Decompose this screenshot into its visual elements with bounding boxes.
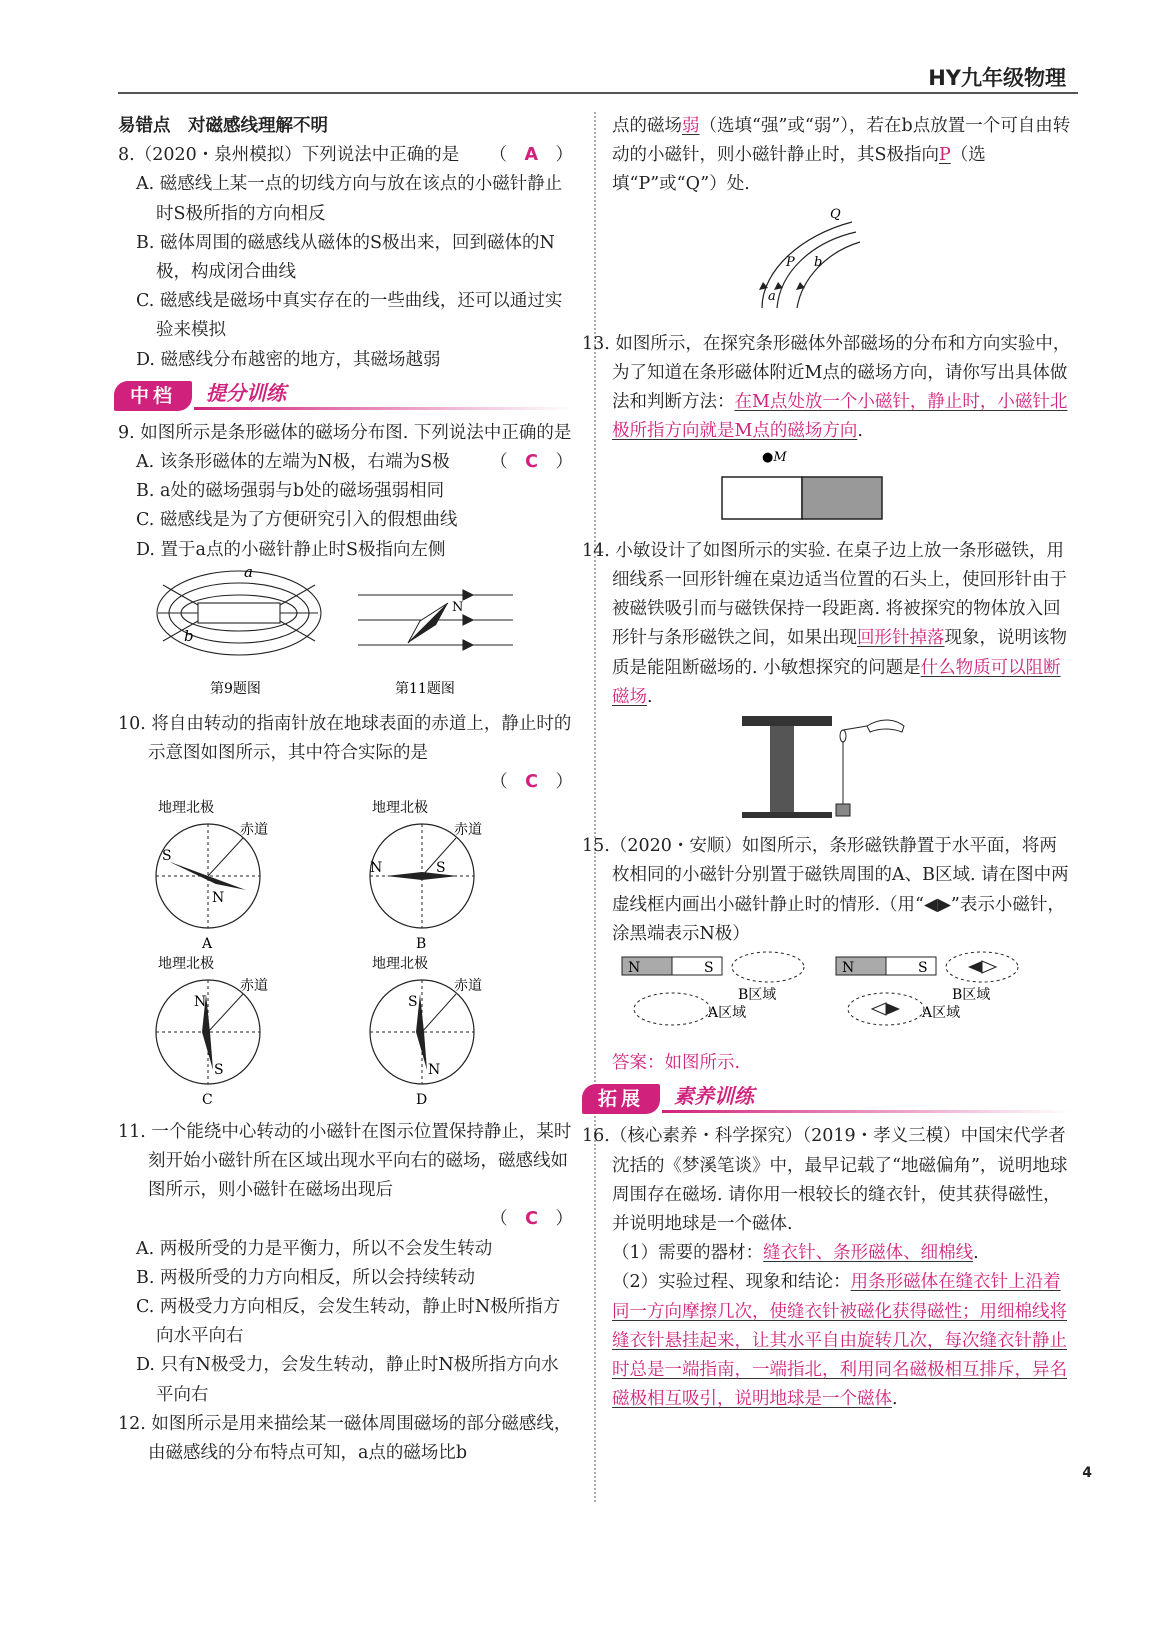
q8-stem: 8.（2020・泉州模拟）下列说法中正确的是	[118, 145, 460, 166]
right-column	[582, 112, 1072, 1415]
figure-9-11	[118, 565, 573, 700]
svg-text:地理北极: 地理北极	[158, 955, 214, 972]
svg-text:S: S	[918, 960, 928, 977]
fig9-label-a: a	[244, 564, 253, 581]
compass-a	[156, 799, 268, 952]
figure-13	[612, 447, 1072, 527]
bar-magnet-field	[157, 571, 321, 655]
q9-option-d: D. 置于a点的小磁针静止时S极指向左侧	[136, 539, 446, 560]
svg-text:赤道: 赤道	[454, 821, 482, 838]
compass-b	[370, 799, 482, 952]
q9-option-b: B. a处的磁场强弱与b处的磁场强弱相同	[136, 481, 445, 502]
question-8	[118, 141, 573, 170]
section-band-medium	[114, 379, 573, 413]
q8-option-c: C. 磁感线是磁场中真实存在的一些曲线，还可以通过实验来模拟	[136, 291, 563, 341]
q9-answer: C	[525, 452, 538, 473]
svg-text:S: S	[704, 960, 714, 977]
figure-15	[612, 949, 1072, 1039]
band-tag: 中档	[114, 381, 192, 411]
band-title: 素养训练	[674, 1084, 754, 1109]
q10-answer: C	[525, 772, 538, 793]
q11-stem: 11. 一个能绕中心转动的小磁针在图示位置保持静止，某时刻开始小磁针所在区域出现水平向右的磁场，磁感线如图所示，则小磁针在磁场出现后	[118, 1121, 572, 1201]
svg-text:A: A	[202, 935, 213, 952]
svg-text:b: b	[814, 254, 823, 270]
q11-answer: C	[525, 1209, 538, 1230]
svg-text:赤道: 赤道	[240, 977, 268, 994]
svg-text:N: N	[628, 960, 641, 977]
q11-option-b: B. 两极所受的力方向相反，所以会持续转动	[136, 1267, 475, 1288]
q8-option-b: B. 磁体周围的磁感线从磁体的S极出来，回到磁体的N极，构成闭合曲线	[136, 232, 555, 283]
svg-text:赤道: 赤道	[240, 821, 268, 838]
q13-fill: 在M点处放一个小磁针，静止时，小磁针北极所指方向就是M点的磁场方向	[612, 392, 1068, 442]
svg-text:B: B	[416, 935, 427, 952]
svg-text:N: N	[194, 993, 207, 1010]
q16-fill-1: 缝衣针、条形磁体、细棉线	[763, 1243, 974, 1264]
left-column	[118, 112, 573, 1468]
small-needle-11	[408, 603, 448, 643]
question-10	[118, 710, 573, 768]
q12-fill-2: P	[939, 145, 951, 166]
compass-figures	[118, 798, 573, 1108]
q16-fill-2: 用条形磁体在缝衣针上沿着同一方向摩擦几次，使缝衣针被磁化获得磁性；用细棉线将缝衣针悬挂起来，让其水平自由旋转几次，每次缝衣针静止时总是一端指南，一端指北，利用同名磁极相互排斥，异名磁极相互吸引，说明地球是一个磁体	[612, 1272, 1067, 1410]
svg-text:P: P	[786, 254, 795, 270]
header-title: HY九年级物理	[928, 66, 1066, 90]
section-title: 易错点 对磁感线理解不明	[118, 116, 328, 136]
svg-text:S: S	[408, 993, 418, 1010]
figure-12	[612, 200, 1072, 320]
svg-text:a: a	[768, 288, 776, 304]
page-number: 4	[1082, 1465, 1092, 1481]
fig11-caption: 第11题图	[395, 680, 455, 697]
q11-option-a: A. 两极所受的力是平衡力，所以不会发生转动	[136, 1238, 493, 1259]
fig9-label-b: b	[184, 626, 194, 645]
svg-text:S: S	[436, 859, 446, 876]
q16-part-2: （2）实验过程、现象和结论：用条形磁体在缝衣针上沿着同一方向摩擦几次，使缝衣针被磁化获得磁性；用细棉线将缝衣针悬挂起来，让其水平自由旋转几次，每次缝衣针静止时总是一端指南，一端指北，利用同名磁极相互排斥，异名磁极相互吸引，说明地球是一个磁体.	[612, 1272, 1067, 1410]
q14-fill-1: 回形针掉落	[857, 628, 945, 649]
q11-option-d: D. 只有N极受力，会发生转动，静止时N极所指方向水平向右	[136, 1355, 559, 1405]
q9-option-a: A. 该条形磁体的左端为N极，右端为S极	[136, 452, 450, 473]
q9-option-c: C. 磁感线是为了方便研究引入的假想曲线	[136, 510, 458, 531]
question-14: 14. 小敏设计了如图所示的实验. 在桌子边上放一条形磁铁，用细线系一回形针缠在桌边适当位置的石头上，使回形针由于被磁铁吸引而与磁铁保持一段距离. 将被探究的物体放入回形针与条形磁铁之间，如果出现回形针掉落现象，说明该物质是能阻断磁场的. 小敏想探究的问题是什么物质可以阻断磁场.	[582, 540, 1067, 707]
svg-text:B区域: B区域	[738, 987, 777, 1004]
q11-option-c: C. 两极受力方向相反，会发生转动，静止时N极所指方向水平向右	[136, 1297, 561, 1347]
fig11-label-n: N	[452, 599, 464, 615]
svg-text:N: N	[842, 960, 855, 977]
q8-option-d: D. 磁感线分布越密的地方，其磁场越弱	[136, 349, 441, 370]
figure-14	[612, 712, 1072, 822]
svg-text:Q: Q	[830, 206, 841, 222]
question-16: 16.（核心素养・科学探究）（2019・孝义三模）中国宋代学者沈括的《梦溪笔谈》中，最早记载了“地磁偏角”，说明地球周围存在磁场. 请你用一根较长的缝衣针，使其获得磁性，并说明地球是一个磁体.	[582, 1126, 1068, 1235]
q8-option-a: A. 磁感线上某一点的切线方向与放在该点的小磁针静止时S极所指的方向相反	[136, 174, 563, 224]
svg-text:N: N	[428, 1061, 441, 1078]
svg-text:地理北极: 地理北极	[372, 955, 428, 972]
section-band-extend	[582, 1082, 1072, 1116]
band-title: 提分训练	[206, 380, 286, 405]
q14-fill-2: 什么物质可以阻断磁场	[612, 657, 1061, 707]
svg-text:地理北极: 地理北极	[158, 799, 214, 816]
page-header	[118, 60, 1078, 94]
column-divider	[594, 112, 596, 1502]
compass-d	[370, 955, 482, 1108]
svg-text:A区域: A区域	[922, 1005, 961, 1022]
svg-text:A区域: A区域	[708, 1005, 747, 1022]
q10-stem: 10. 将自由转动的指南针放在地球表面的赤道上，静止时的示意图如图所示，其中符合实际的是	[118, 714, 572, 764]
q10-answer-box: （ C ）	[490, 772, 573, 793]
fig15-right	[836, 952, 1018, 1025]
svg-text:C: C	[202, 1091, 213, 1108]
band-tag: 拓展	[582, 1084, 660, 1114]
q12-continued: 点的磁场弱（选填“强”或“弱”），若在b点放置一个可自由转动的小磁针，则小磁针静止时，其S极指向P（选填“P”或“Q”）处.	[612, 116, 1071, 195]
svg-text:D: D	[416, 1091, 428, 1108]
svg-text:S: S	[214, 1061, 224, 1078]
svg-text:N: N	[370, 859, 383, 876]
compass-c	[156, 955, 268, 1108]
question-13: 13. 如图所示，在探究条形磁体外部磁场的分布和方向实验中，为了知道在条形磁体附近M点的磁场方向，请你写出具体做法和判断方法：在M点处放一个小磁针，静止时，小磁针北极所指方向就是M点的磁场方向.	[582, 333, 1071, 442]
q9-answer-box: （ C ）	[490, 452, 573, 473]
svg-text:赤道: 赤道	[454, 977, 482, 994]
fig15-left	[622, 952, 804, 1025]
svg-text:●M: ●M	[762, 449, 787, 465]
q9-stem: 9. 如图所示是条形磁体的磁场分布图. 下列说法中正确的是	[118, 422, 572, 443]
question-15: 15.（2020・安顺）如图所示，条形磁铁静置于水平面，将两枚相同的小磁针分别置于磁铁周围的A、B区域. 请在图中两虚线框内画出小磁针静止时的情形.（用“◀▶”表示小磁针，涂黑端表示N极）	[582, 836, 1069, 944]
fig9-caption: 第9题图	[210, 680, 261, 697]
svg-text:N: N	[212, 889, 225, 906]
question-12: 12. 如图所示是用来描绘某一磁体周围磁场的部分磁感线，由磁感线的分布特点可知，a点的磁场比b	[118, 1413, 572, 1464]
q8-answer: A	[524, 145, 538, 166]
q8-answer-box: （ A ）	[489, 145, 573, 166]
svg-text:S: S	[162, 847, 172, 864]
question-11	[118, 1118, 573, 1206]
q16-part-1: （1）需要的器材：缝衣针、条形磁体、细棉线.	[612, 1243, 979, 1264]
q15-answer: 答案：如图所示.	[612, 1053, 741, 1074]
q11-answer-box: （ C ）	[490, 1209, 573, 1230]
svg-text:B区域: B区域	[952, 987, 991, 1004]
q12-fill-1: 弱	[682, 116, 700, 136]
svg-text:地理北极: 地理北极	[372, 799, 428, 816]
